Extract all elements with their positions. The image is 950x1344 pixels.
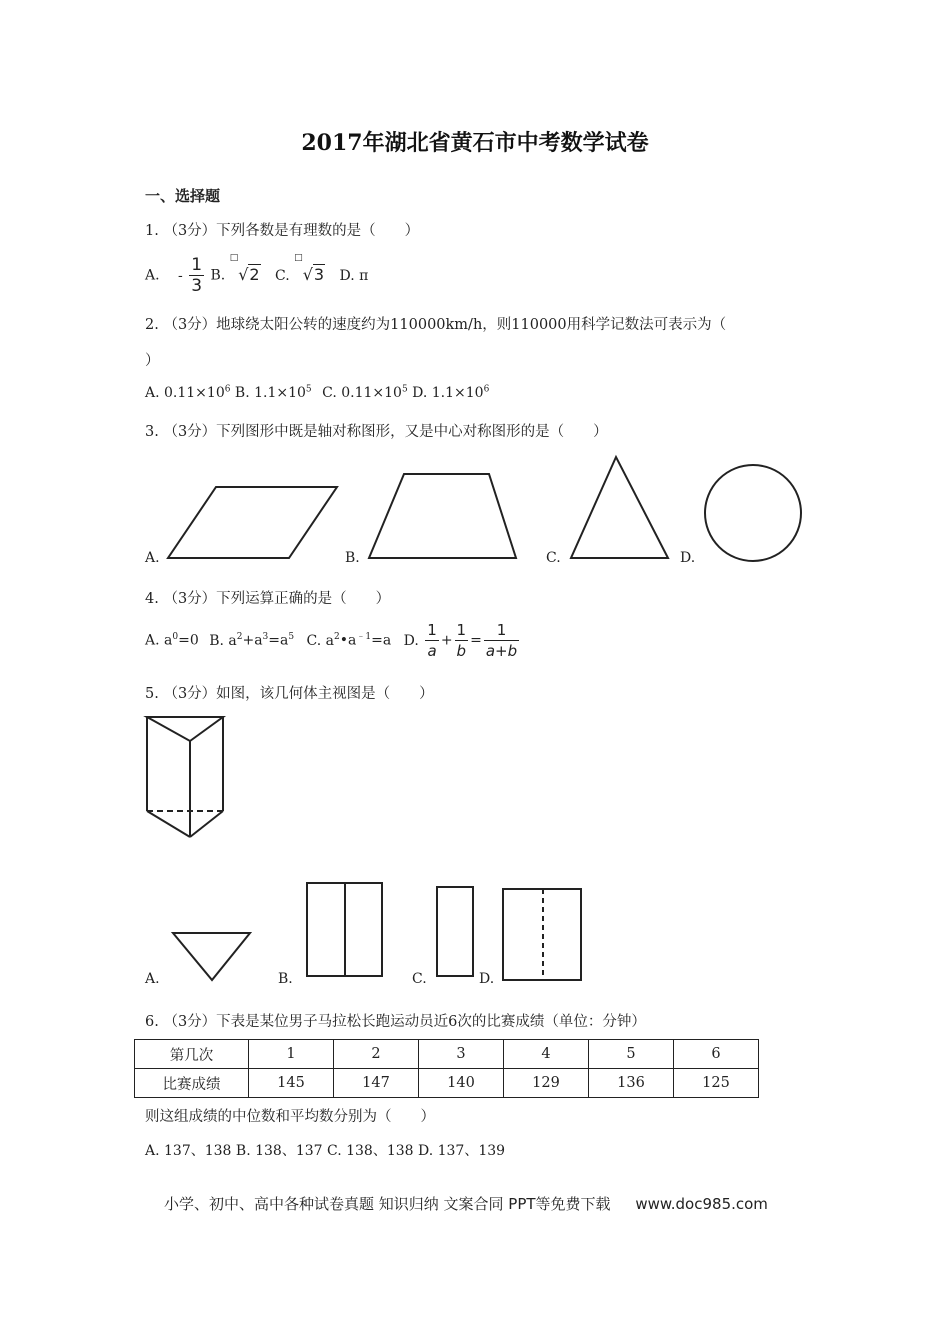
q5-option-d-figure: [503, 889, 581, 980]
q4-option-a-exp: 0: [172, 631, 179, 642]
q1-option-b-radicand: 2: [249, 264, 260, 284]
table-cell: 129: [504, 1069, 589, 1098]
q1-option-c-radicand: 3: [313, 264, 325, 284]
table-cell: 5: [589, 1040, 674, 1069]
q2-stem: 2. （3分）地球绕太阳公转的速度约为110000km/h，则110000用科学记数法可表示为（: [145, 317, 727, 333]
q2-stem-continued: ）: [145, 353, 160, 369]
q4-d-f1-den: a: [427, 642, 437, 660]
page-title: 2017年湖北省黄石市中考数学试卷: [301, 130, 649, 156]
q3-stem: 3. （3分）下列图形中既是轴对称图形，又是中心对称图形的是（ ）: [145, 424, 608, 440]
q4-option-b-mid: +a: [242, 632, 263, 649]
q4-option-a: A. a: [145, 632, 173, 649]
section-heading: 一、选择题: [145, 187, 221, 205]
q1-stem: 1. （3分）下列各数是有理数的是（ ）: [145, 223, 420, 239]
q6-question: 则这组成绩的中位数和平均数分别为（ ）: [145, 1109, 435, 1125]
q4-option-c-mid: •a: [339, 632, 357, 649]
table-cell: 4: [504, 1040, 589, 1069]
q5-stem: 5. （3分）如图，该几何体主视图是（ ）: [145, 686, 434, 702]
q1-option-a-denominator: 3: [191, 276, 203, 296]
table-row: [135, 1040, 759, 1069]
table-cell: 145: [249, 1069, 334, 1098]
table-cell: 125: [674, 1069, 759, 1098]
q4-option-d-label: D.: [403, 632, 419, 649]
q4-option-b-exp2: 3: [262, 631, 269, 642]
q1-option-a-numerator: 1: [191, 255, 203, 275]
q2-option-c-exponent: 5: [401, 384, 408, 395]
q1-option-d: D. π: [339, 267, 369, 284]
table-cell: 147: [334, 1069, 419, 1098]
q4-option-c-exp1: 2: [334, 631, 340, 642]
q5-option-c-figure: [437, 887, 473, 976]
table-cell: 6: [674, 1040, 759, 1069]
q4-stem: 4. （3分）下列运算正确的是（ ）: [145, 591, 391, 607]
q2-option-b-exponent: 5: [305, 384, 312, 395]
scores-table: [134, 1039, 759, 1098]
footer: [164, 1193, 768, 1214]
q6-options: A. 137、138 B. 138、137 C. 138、138 D. 137、139: [145, 1143, 506, 1159]
table-row: [135, 1069, 759, 1098]
table-cell: 140: [419, 1069, 504, 1098]
q5-label-c: C.: [412, 971, 427, 987]
q4-option-a-rest: =0: [178, 632, 199, 649]
q2-option-d-exponent: 6: [483, 384, 490, 395]
q4-option-d-equals: =: [470, 632, 482, 649]
triangular-prism-figure: [147, 717, 223, 837]
q5-option-b-figure: [307, 883, 382, 976]
q6-stem: 6. （3分）下表是某位男子马拉松长跑运动员近6次的比赛成绩（单位：分钟）: [145, 1014, 646, 1030]
q1-option-a-label: A.: [145, 267, 160, 284]
q5-label-a: A.: [145, 971, 160, 987]
q4-option-b: B. a: [209, 632, 237, 649]
q1-option-a-sign: -: [178, 267, 183, 284]
q4-d-f1-num: 1: [427, 621, 437, 639]
q5-label-b: B.: [278, 971, 293, 987]
q2-option-d: D. 1.1×10: [412, 385, 484, 401]
q4-d-f3-num: 1: [484, 620, 519, 641]
q4-d-f2-num: 1: [456, 621, 467, 639]
q1-option-b-radical: □√2: [229, 253, 260, 284]
q5-option-a-figure: [173, 933, 250, 980]
q4-d-f2-den: b: [456, 642, 467, 660]
table-header-cell: 第几次: [135, 1040, 249, 1069]
q4-option-b-exp1: 2: [236, 631, 243, 642]
table-header-cell: 比赛成绩: [135, 1069, 249, 1098]
q2-option-a-exponent: 6: [224, 384, 231, 395]
q4-option-d-plus: +: [440, 632, 453, 649]
q3-label-a: A.: [145, 550, 160, 566]
q4-option-b-exp3: 5: [288, 631, 295, 642]
q2-option-a: A. 0.11×10: [145, 385, 225, 401]
q1-option-b-label: B.: [210, 267, 226, 284]
table-cell: 2: [334, 1040, 419, 1069]
q4-option-c-rest: =a: [371, 632, 392, 649]
q1-option-c-radical: □√3: [294, 253, 325, 284]
table-cell: 1: [249, 1040, 334, 1069]
footer-text: 小学、初中、高中各种试卷真题 知识归纳 文案合同 PPT等免费下载: [164, 1195, 611, 1213]
q3-label-d: D.: [680, 550, 696, 566]
q4-option-c: C. a: [306, 632, 335, 649]
q4-d-f3-den: a+b: [485, 642, 518, 660]
q2-option-c: C. 0.11×10: [322, 385, 402, 401]
q5-label-d: D.: [479, 971, 495, 987]
q1-option-c-label: C.: [275, 267, 290, 284]
q3-label-b: B.: [345, 550, 360, 566]
q4-option-b-mid2: =a: [268, 632, 289, 649]
q3-label-c: C.: [546, 550, 561, 566]
footer-link[interactable]: www.doc985.com: [635, 1195, 768, 1213]
table-cell: 136: [589, 1069, 674, 1098]
q4-option-c-exp2: ﹣1: [356, 631, 372, 642]
q2-option-b: B. 1.1×10: [234, 385, 306, 401]
table-cell: 3: [419, 1040, 504, 1069]
